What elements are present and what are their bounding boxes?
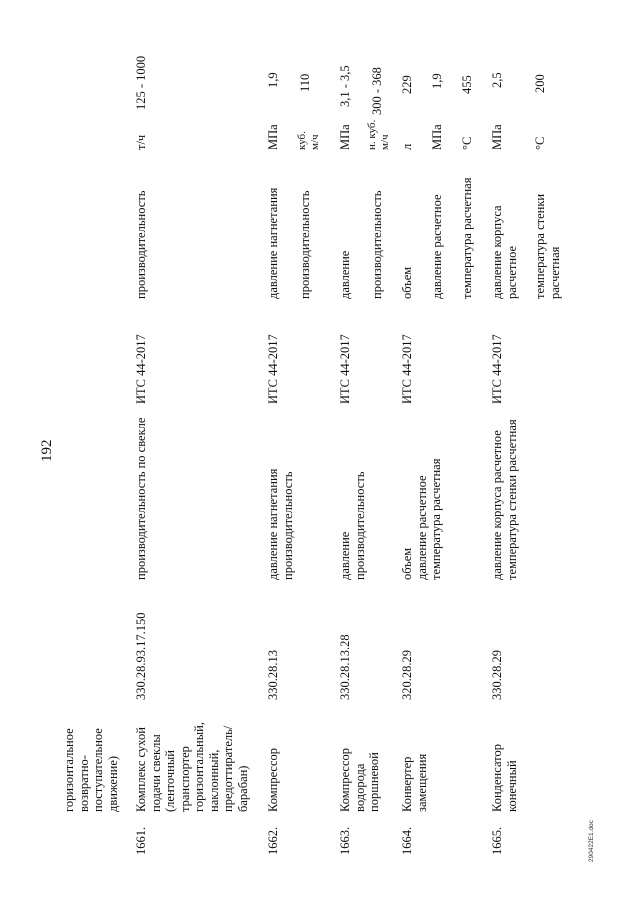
parameter-unit-line: м/ч	[378, 134, 391, 150]
parameter-value: 229	[400, 75, 414, 94]
parameter-unit: °С	[460, 136, 474, 150]
equipment-name-line: горизонтальный,	[192, 722, 206, 812]
characteristic-line: производительность	[352, 471, 367, 580]
characteristic-line: объем	[400, 547, 414, 580]
equipment-name-line: подачи свеклы	[148, 734, 163, 812]
continued-name-line: возвратно-	[76, 755, 91, 812]
okpd-code: 330.28.13	[266, 650, 280, 700]
characteristics	[266, 469, 295, 580]
row-number: 1662.	[266, 826, 280, 855]
parameter-name: температура расчетная	[460, 177, 474, 299]
equipment-name-line: Конденсатор	[490, 744, 504, 812]
parameter-name: давление	[338, 250, 352, 299]
parameter-unit: т/ч	[134, 134, 148, 150]
parameter-name: давление нагнетания	[266, 187, 280, 299]
page-number: 192	[39, 439, 55, 462]
equipment-name-line: Конвертер	[400, 756, 414, 812]
parameter-name	[490, 205, 519, 299]
parameter-value: 1,9	[430, 73, 444, 89]
continued-name-line: движение)	[105, 755, 120, 812]
parameter-value: 2,5	[490, 72, 504, 88]
parameter-name: производительность	[370, 190, 384, 299]
parameter-value: 110	[298, 73, 312, 92]
row-number: 1664.	[400, 826, 414, 855]
equipment-name-line: транспортер	[177, 746, 192, 812]
parameter-unit: МПа	[490, 124, 504, 150]
characteristic-line: производительность	[280, 471, 295, 580]
characteristics	[400, 459, 444, 580]
parameter-unit	[366, 120, 391, 150]
parameter-unit-line: н. куб.	[366, 119, 378, 150]
equipment-name	[400, 754, 429, 812]
equipment-name	[490, 744, 519, 812]
equipment-name-line: Комплекс сухой	[134, 727, 148, 812]
equipment-name-line: барабан)	[235, 765, 250, 812]
equipment-name-line: (ленточный	[163, 750, 177, 812]
equipment-name	[338, 748, 382, 812]
parameter-value: 3,1 - 3,5	[338, 65, 352, 107]
parameter-value: 200	[533, 74, 547, 93]
continued-name	[62, 728, 120, 812]
equipment-name-line: предоттиратель/	[221, 725, 235, 812]
parameter-value: 1,9	[266, 72, 280, 88]
parameter-unit: МПа	[430, 124, 444, 150]
parameter-unit	[296, 131, 321, 150]
row-number: 1663.	[338, 826, 352, 855]
parameter-unit: МПа	[338, 124, 352, 150]
continued-name-line: горизонтальное	[62, 728, 76, 812]
characteristics	[490, 419, 519, 580]
its-reference: ИТС 44-2017	[490, 334, 504, 404]
okpd-code: 330.28.93.17.150	[134, 612, 148, 700]
its-reference: ИТС 44-2017	[266, 334, 280, 404]
equipment-name-line: замещения	[414, 753, 429, 812]
its-reference: ИТС 44-2017	[338, 334, 352, 404]
characteristics	[338, 472, 367, 580]
characteristic-line: давление расчетное	[414, 475, 429, 580]
equipment-name	[134, 722, 250, 812]
equipment-name-line: поршневой	[367, 752, 381, 812]
parameter-unit-line: куб.	[296, 131, 308, 150]
parameter-name-line: температура стенки	[533, 193, 547, 299]
parameter-unit-line: м/ч	[308, 134, 321, 150]
characteristic-line: давление корпуса расчетное	[490, 430, 504, 580]
parameter-unit: л	[400, 143, 414, 150]
okpd-code: 330.28.13.28	[338, 634, 352, 700]
equipment-name-line: водорода	[352, 763, 367, 812]
characteristic-line: температура стенки расчетная	[504, 419, 519, 580]
parameter-name: давление расчетное	[430, 194, 444, 299]
parameter-name: объем	[400, 266, 414, 299]
parameter-value: 125 - 1000	[134, 55, 148, 110]
parameter-name: производительность	[134, 190, 148, 299]
its-reference: ИТС 44-2017	[134, 334, 148, 404]
parameter-unit: °С	[533, 136, 547, 150]
characteristic-line: давление	[338, 531, 352, 580]
parameter-value: 300 - 368	[370, 67, 384, 115]
row-number: 1665.	[490, 826, 504, 855]
parameter-name-line: расчетное	[504, 245, 519, 299]
parameter-name	[533, 194, 562, 299]
equipment-name	[266, 748, 281, 812]
parameter-unit: МПа	[266, 124, 280, 150]
parameter-name-line: расчетная	[547, 246, 562, 299]
parameter-name: производительность	[298, 190, 312, 299]
okpd-code: 330.28.29	[490, 650, 504, 700]
document-footer-code: 290422E1.doc	[588, 820, 595, 862]
characteristic-line: температура расчетная	[429, 458, 443, 580]
characteristic-line: давление нагнетания	[266, 468, 280, 580]
equipment-name-line: Компрессор	[266, 747, 280, 812]
row-number: 1661.	[134, 826, 148, 855]
its-reference: ИТС 44-2017	[400, 334, 414, 404]
continued-name-line: поступательное	[91, 728, 105, 812]
equipment-name-line: конечный	[504, 760, 519, 812]
okpd-code: 320.28.29	[400, 650, 414, 700]
characteristic: производительность по свекле	[134, 417, 148, 580]
parameter-value: 455	[460, 75, 474, 94]
equipment-name-line: Компрессор	[338, 747, 352, 812]
parameter-name-line: давление корпуса	[490, 205, 504, 299]
equipment-name-line: наклонный,	[206, 749, 221, 812]
